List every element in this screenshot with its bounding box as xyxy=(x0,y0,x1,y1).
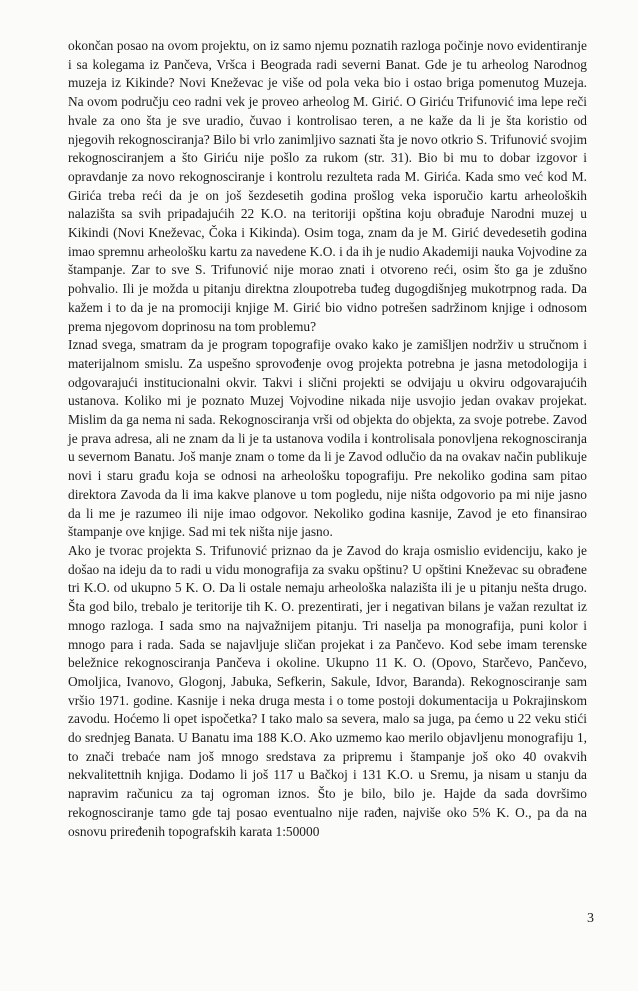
paragraph: Ako je tvorac projekta S. Trifunović priznao da je Zavod do kraja osmislio evidenciju, kako je došao na ideju da to radi u vidu monografija za svaku opštinu? U opštini Kneževac su obrađene tri K.O. od ukupno 5 K. O. Da li ostale nemaju arheološka nalazišta ili je u pitanju nešta drugo. Šta god bilo, trebalo je teritorije tih K. O. prezentirati, jer i negativan bilans je važan rezultat iz mnogo razloga. I sada smo na najvažnijem pitanju. Tri naselja pa monografija, puni kolor i mnogo para i rada. Sada se najavljuje sličan projekat i za Pančevo. Kod sebe imam terenske beležnice rekognosciranja Pančeva i okoline. Ukupno 11 K. O. (Opovo, Starčevo, Pančevo, Omoljica, Ivanovo, Glogonj, Jabuka, Sefkerin, Sakule, Idvor, Baranda). Rekognosciranje sam vršio 1971. godine. Kasnije i neka druga mesta i o tome postoji dokumentacija u Pokrajinskom zavodu. Hoćemo li opet ispočetka? I tako malo sa severa, malo sa juga, pa ćemo u 22 veku stići do srednjeg Banata. U Banatu ima 188 K.O. Ako uzmemo kao merilo objavljenu monografiju 1, to znači trebaće nam još mnogo sredstava za pripremu i štampanje još oko 40 ovakvih nekvalitettnih knjiga. Dodamo li još 117 u Bačkoj i 131 K.O. u Sremu, ja nisam u stanju da napravim računicu za taj ogroman iznos. Što je bilo, bilo je. Hajde da sada dovršimo rekognosciranje tamo gde taj posao eventualno nije rađen, najviše oko 5% K. O., pa da na osnovu priređenih topografskih karata 1:50000 xyxy=(68,542,587,839)
paragraph: Iznad svega, smatram da je program topografije ovako kako je zamišljen nodrživ u stručnom i materijalnom smislu. Za uspešno sprovođenje ovog projekta potrebna je jasna metodologija i odgovarajući institucionalni okvir. Takvi i slični projekti se odvijaju u okviru odgovarajućih ustanova. Koliko mi je poznato Muzej Vojvodine nikada nije usvojio jedan ovakav projekat. Mislim da ga nema ni sada. Rekognosciranja vrši od objekta do objekta, za svoje potrebe. Zavod je prava adresa, ali ne znam da li je ta ustanova vodila i kontrolisala ponovljena rekognosciranja u severnom Banatu. Još manje znam o tome da li je Zavod odlučio da na ovakav način publikuje novi i staru građu koja se odnosi na arheološku topografiju. Pre nekoliko godina sam pitao direktora Zavoda da li ima kakve planove u tom pogledu, nije ništa odgovorio pa mi nije jasno da li me je razumeo ili nije imao odgovor. Nekoliko godina kasnije, Zavod je eto finansirao štampanje ove knjige. Sad mi tek ništa nije jasno. xyxy=(68,337,587,540)
page-number: 3 xyxy=(587,911,594,926)
paragraph: okončan posao na ovom projektu, on iz samo njemu poznatih razloga počinje novo evidentiranje i sa kolegama iz Pančeva, Vršca i Beograda radi severni Banat. Gde je tu arheolog Narodnog muzeja iz Kikinde? Novi Kneževac je više od pola veka bio i ostao briga pomenutog Muzeja. Na ovom području ceo radni vek je proveo arheolog M. Girić. O Giriću Trifunović ima lepe reči hvale za ono šta je sve uradio, čuvao i kontrolisao teren, a ne kaže da li je šta koristio od njegovih rekognosciranja? Bilo bi vrlo zanimljivo saznati šta je novo otkrio S. Trifunović svojim rekognosciranjem a što Giriću nije pošlo za rukom (str. 31). Bio bi mu to dobar izgovor i opravdanje za novo rekognosciranje i kontrolu rezulteta rada M. Girića. Kada smo već kod M. Girića treba reći da je on još šezdesetih godina prošlog veka isporučio kartu arheoloških nalazišta sa svih pripadajućih 22 K.O. na teritoriji opština koju obrađuje Narodni muzej u Kikindi (Novi Kneževac, Čoka i Kikinda). Osim toga, znam da je M. Girić devedesetih godina imao spremnu arheološku kartu za navedene K.O. i da ih je nudio Akademiji nauka Vojvodine za štampanje. Zar to sve S. Trifunović nije morao znati i otvoreno reći, osim što ga je zdušno pohvalio. Ili je možda u pitanju direktna zloupotreba tuđeg dugogdišnjeg mukotrpnog rada. Da kažem i to da je na promociji knjige M. Girić bio vidno potrešen sadržinom knjige i odnosom prema njegovom doprinosu na tom problemu? xyxy=(68,38,587,334)
body-text xyxy=(68,37,587,841)
